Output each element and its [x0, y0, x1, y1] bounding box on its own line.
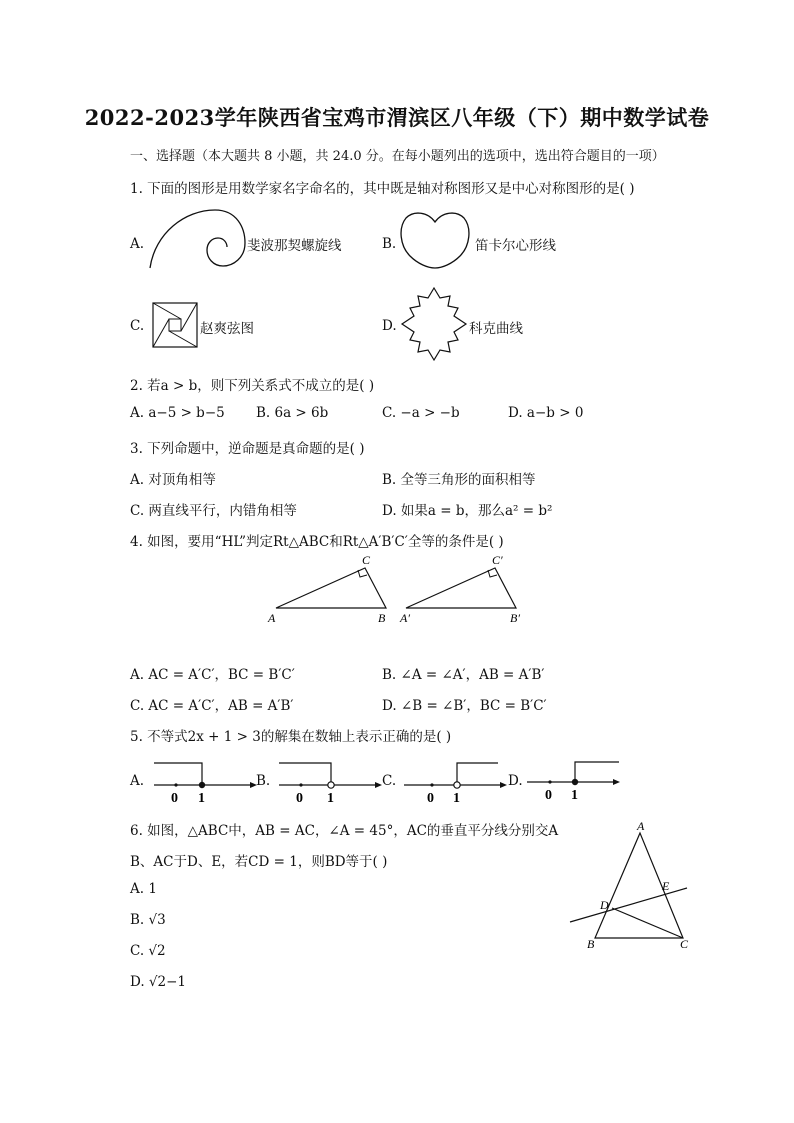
q2-option-c[interactable]: C. −a > −b	[382, 405, 460, 421]
question-4-stem: 4. 如图，要用“HL”判定Rt△ABC和Rt△A′B′C′全等的条件是( )	[130, 534, 504, 550]
q5c-one: 1	[453, 791, 460, 806]
q3-option-d[interactable]: D. 如果a = b，那么a² = b²	[382, 503, 553, 519]
q1-option-d-label: 科克曲线	[469, 321, 523, 337]
q4-option-d[interactable]: D. ∠B = ∠B′，BC = B′C′	[382, 698, 547, 714]
q6-triangle-figure	[565, 818, 695, 958]
q5b-one: 1	[327, 791, 334, 806]
q6-option-b[interactable]: B. √3	[130, 912, 166, 928]
cardioid-figure	[398, 210, 474, 270]
q6-option-a[interactable]: A. 1	[130, 881, 157, 897]
question-1-stem: 1. 下面的图形是用数学家名字命名的，其中既是轴对称图形又是中心对称图形的是( )	[130, 181, 635, 197]
q1-option-b[interactable]: B.	[382, 236, 397, 252]
q5-number-line-c	[400, 760, 510, 805]
q4-triangles-figure	[262, 548, 532, 628]
q5-option-a[interactable]: A.	[130, 773, 145, 789]
zhao-shuang-diagram	[152, 302, 198, 348]
q2-option-d[interactable]: D. a−b > 0	[508, 405, 584, 421]
page-title: 2022-2023学年陕西省宝鸡市渭滨区八年级（下）期中数学试卷	[84, 105, 710, 130]
q3-option-a[interactable]: A. 对顶角相等	[130, 472, 216, 488]
fibonacci-spiral-figure	[145, 208, 245, 273]
q6-label-d: D	[600, 898, 609, 912]
q3-option-b[interactable]: B. 全等三角形的面积相等	[382, 472, 536, 488]
q6-label-b: B	[587, 937, 595, 951]
question-5-stem: 5. 不等式2x + 1 > 3的解集在数轴上表示正确的是( )	[130, 729, 452, 745]
q4-label-b-prime: B′	[510, 611, 520, 625]
q1-option-c-label: 赵爽弦图	[200, 321, 254, 337]
q5-number-line-a	[150, 760, 260, 805]
q2-option-b[interactable]: B. 6a > 6b	[256, 405, 329, 421]
q5d-zero: 0	[545, 788, 552, 803]
q5-option-b[interactable]: B.	[256, 773, 271, 789]
q1-option-c[interactable]: C.	[130, 318, 145, 334]
q5-number-line-b	[275, 760, 385, 805]
q6-option-c[interactable]: C. √2	[130, 943, 166, 959]
q4-option-b[interactable]: B. ∠A = ∠A′，AB = A′B′	[382, 667, 545, 683]
q6-option-d[interactable]: D. √2−1	[130, 974, 187, 990]
question-6-stem-line-2: B、AC于D、E，若CD = 1，则BD等于( )	[130, 854, 388, 870]
q5b-zero: 0	[296, 791, 303, 806]
q4-label-c-prime: C′	[492, 553, 503, 567]
q4-option-a[interactable]: A. AC = A′C′，BC = B′C′	[130, 667, 295, 683]
q2-option-a[interactable]: A. a−5 > b−5	[130, 405, 225, 421]
q5d-one: 1	[571, 788, 578, 803]
q4-label-a-prime: A′	[400, 611, 410, 625]
question-3-stem: 3. 下列命题中，逆命题是真命题的是( )	[130, 441, 365, 457]
q1-option-a[interactable]: A.	[130, 236, 145, 252]
q5-option-d[interactable]: D.	[508, 773, 523, 789]
q5c-zero: 0	[427, 791, 434, 806]
question-6-stem-line-1: 6. 如图，△ABC中，AB = AC，∠A = 45°，AC的垂直平分线分别交A	[130, 823, 559, 839]
section-heading: 一、选择题（本大题共 8 小题，共 24.0 分。在每小题列出的选项中，选出符合题目的一项）	[130, 149, 665, 164]
q1-option-b-label: 笛卡尔心形线	[475, 238, 556, 254]
q4-label-b: B	[378, 611, 386, 625]
q5a-zero: 0	[171, 791, 178, 806]
q6-label-e: E	[662, 879, 670, 893]
q1-option-d[interactable]: D.	[382, 318, 397, 334]
koch-curve-figure	[400, 286, 468, 362]
q3-option-c[interactable]: C. 两直线平行，内错角相等	[130, 503, 297, 519]
q5-number-line-d	[525, 757, 635, 802]
question-2-stem: 2. 若a > b，则下列关系式不成立的是( )	[130, 378, 375, 394]
q5-option-c[interactable]: C.	[382, 773, 397, 789]
q6-label-a: A	[637, 819, 645, 833]
q4-option-c[interactable]: C. AC = A′C′，AB = A′B′	[130, 698, 294, 714]
q6-label-c: C	[680, 937, 689, 951]
q5a-one: 1	[198, 791, 205, 806]
q4-label-c: C	[362, 553, 371, 567]
q1-option-a-label: 斐波那契螺旋线	[247, 238, 342, 254]
q4-label-a: A	[268, 611, 276, 625]
